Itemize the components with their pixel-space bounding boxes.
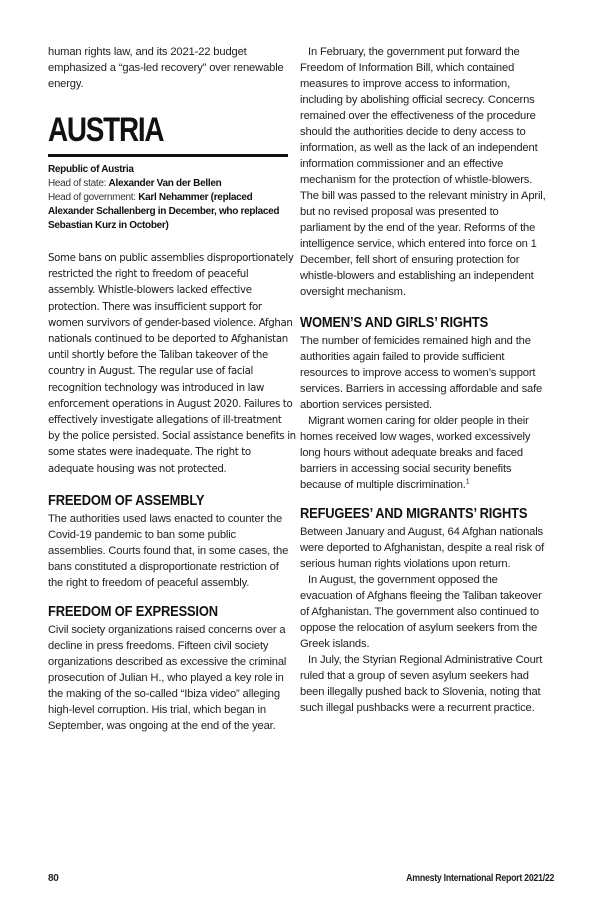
head-of-government-label: Head of government:: [48, 192, 136, 203]
head-of-state-value: Alexander Van der Bellen: [108, 178, 222, 189]
country-facts: [48, 163, 296, 233]
head-of-state-label: Head of state:: [48, 178, 107, 189]
section-paragraph: In February, the government put forward the Freedom of Information Bill, which contained measures to improve access to information, including by abolishing official secrecy. Concerns remained over the effectiveness of the procedure should the authorities decide to deny access to information, as well as the lack of an independent information commissioner and an effective mechanism for the protection of whistle-blowers. The bill was passed to the relevant ministry in April, but no revised proposal was presented to parliament by the end of the year. Reforms of the intelligence service, which entered into force on 1 December, fell short of ensuring protection for whistle-blowers and establishing an independent oversight mechanism.: [300, 46, 546, 298]
section-paragraph: In August, the government opposed the evacuation of Afghans fleeing the Taliban takeover of Afghanistan. The government also continued to oppose the relocation of asylum seekers from the Greek islands.: [300, 574, 542, 650]
section-refugees-and-migrants-rights: [300, 505, 552, 716]
section-heading: WOMEN’S AND GIRLS’ RIGHTS: [300, 314, 489, 331]
official-name: Republic of Austria: [48, 164, 134, 175]
section-womens-and-girls-rights: [300, 314, 552, 493]
continued-paragraph: human rights law, and its 2021-22 budget emphasized a “gas-led recovery” over renewable energy.: [48, 46, 284, 90]
section-paragraph: The number of femicides remained high and the authorities again failed to provide sufficient resources to improve access to women’s support services. Barriers in accessing affordable and safe abortion services persisted.: [300, 335, 543, 411]
right-column: [300, 44, 552, 728]
freedom-of-information-continued: [300, 44, 552, 300]
section-paragraph: [300, 413, 552, 493]
section-paragraph: In July, the Styrian Regional Administrative Court ruled that a group of seven asylum seekers had been illegally pushed back to Slovenia, noting that such illegal pushbacks were a recurrent practice.: [300, 654, 543, 714]
head-of-state: [48, 177, 296, 191]
country-title: AUSTRIA: [48, 111, 164, 149]
section-heading: FREEDOM OF ASSEMBLY: [48, 491, 205, 509]
head-of-government: [48, 191, 296, 233]
left-column: [48, 44, 296, 746]
section-heading: FREEDOM OF EXPRESSION: [48, 602, 218, 620]
title-divider: [48, 154, 288, 157]
section-paragraph: Between January and August, 64 Afghan nationals were deported to Afghanistan, despite a real risk of serious human rights violations upon return.: [300, 526, 545, 570]
footnote-reference[interactable]: 1: [465, 478, 470, 486]
page-number: 80: [48, 873, 59, 884]
section-freedom-of-assembly: [48, 492, 296, 591]
section-freedom-of-expression: [48, 603, 296, 734]
publication-title: Amnesty International Report 2021/22: [406, 873, 554, 884]
section-paragraph: Civil society organizations raised concerns over a decline in press freedoms. Fifteen civil society organizations described as excessive the criminal prosecution of Julian H., who played a key role in the making of the so-called “Ibiza video” alleging high-level corruption. His trial, which began in September, was ongoing at the end of the year.: [48, 623, 287, 732]
section-heading: REFUGEES’ AND MIGRANTS’ RIGHTS: [300, 505, 528, 522]
paragraph-text: Migrant women caring for older people in their homes received low wages, worked excessively long hours without adequate breaks and faced barriers in accessing social security benefits because of multiple discrimination.: [300, 415, 531, 491]
summary-paragraph: Some bans on public assemblies disproportionately restricted the right to freedom of peaceful assembly. Whistle-blowers lacked effective protection. There was insufficient support for women survivors of gender-based violence. Afghan nationals continued to be deported to Afghanistan until shortly before the Taliban takeover of the country in August. The regular use of facial recognition technology was introduced in law enforcement operations in August 2020. Failures to effectively investigate allegations of ill-treatment by the police persisted. Social assistance benefits in some states were inadequate. The right to adequate housing was not protected.: [48, 253, 296, 475]
section-paragraph: The authorities used laws enacted to counter the Covid-19 pandemic to ban some public assemblies. Courts found that, in some cases, the bans constituted a disproportionate restriction of the right to freedom of peaceful assembly.: [48, 512, 289, 589]
head-of-government-value: Karl Nehammer (replaced Alexander Schallenberg in December, who replaced Sebastian Kurz in October): [48, 192, 280, 231]
